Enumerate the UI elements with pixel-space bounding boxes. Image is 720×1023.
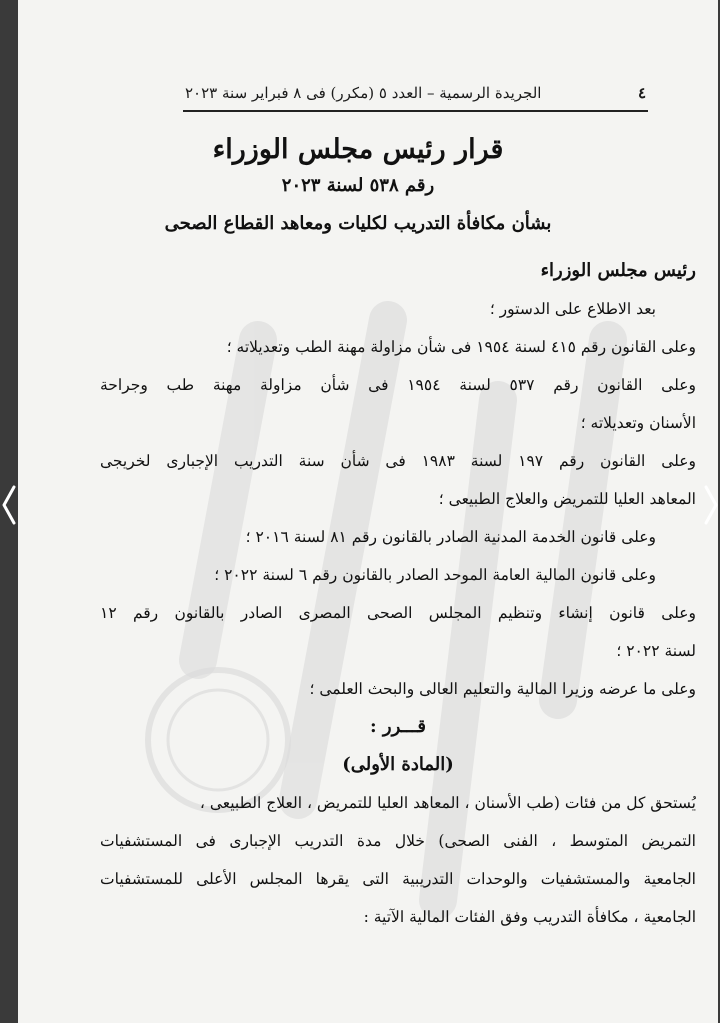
- preamble-line: وعلى القانون رقم ٤١٥ لسنة ١٩٥٤ فى شأن مزاولة مهنة الطب وتعديلاته ؛: [226, 338, 696, 356]
- preamble-line: لسنة ٢٠٢٢ ؛: [616, 642, 696, 660]
- decree-subject: بشأن مكافأة التدريب لكليات ومعاهد القطاع الصحى: [164, 213, 552, 234]
- preamble-line: وعلى قانون الخدمة المدنية الصادر بالقانون رقم ٨١ لسنة ٢٠١٦ ؛: [245, 528, 656, 546]
- decree-body: [100, 252, 696, 936]
- decree-number: رقم ٥٣٨ لسنة ٢٠٢٣: [281, 175, 435, 196]
- article-line: التمريض المتوسط ، الفنى الصحى) خلال مدة التدريب الإجبارى فى المستشفيات: [100, 832, 696, 850]
- article-heading: (المادة الأولى): [342, 754, 454, 775]
- preamble-line: بعد الاطلاع على الدستور ؛: [489, 300, 656, 318]
- page-header: [183, 76, 648, 112]
- article-line: يُستحق كل من فئات (طب الأسنان ، المعاهد العليا للتمريض ، العلاج الطبيعى ،: [199, 794, 696, 812]
- preamble-line: وعلى القانون رقم ٥٣٧ لسنة ١٩٥٤ فى شأن مزاولة مهنة طب وجراحة: [100, 376, 696, 394]
- preamble-line: وعلى ما عرضه وزيرا المالية والتعليم العالى والبحث العلمى ؛: [309, 680, 696, 698]
- preamble-line: الأسنان وتعديلاته ؛: [580, 414, 696, 432]
- issuer-heading: رئيس مجلس الوزراء: [540, 260, 696, 281]
- preamble-line: وعلى قانون إنشاء وتنظيم المجلس الصحى المصرى الصادر بالقانون رقم ١٢: [100, 604, 696, 622]
- article-line: الجامعية والمستشفيات والوحدات التدريبية التى يقرها المجلس الأعلى للمستشفيات: [100, 870, 696, 888]
- gazette-reference: الجريدة الرسمية – العدد ٥ (مكرر) فى ٨ فبراير سنة ٢٠٢٣: [185, 84, 542, 102]
- previous-page-icon[interactable]: [2, 485, 16, 525]
- preamble-line: المعاهد العليا للتمريض والعلاج الطبيعى ؛: [438, 490, 696, 508]
- decree-title: قرار رئيس مجلس الوزراء: [212, 134, 504, 165]
- decided-heading: قـــرر :: [370, 716, 426, 737]
- preamble-line: وعلى قانون المالية العامة الموحد الصادر بالقانون رقم ٦ لسنة ٢٠٢٢ ؛: [214, 566, 656, 584]
- page-number: ٤: [637, 84, 646, 102]
- preamble-line: وعلى القانون رقم ١٩٧ لسنة ١٩٨٣ فى شأن سنة التدريب الإجبارى لخريجى: [100, 452, 696, 470]
- article-line: الجامعية ، مكافأة التدريب وفق الفئات المالية الآتية :: [363, 908, 696, 926]
- document-page: [18, 0, 718, 1023]
- next-page-icon[interactable]: [704, 485, 718, 525]
